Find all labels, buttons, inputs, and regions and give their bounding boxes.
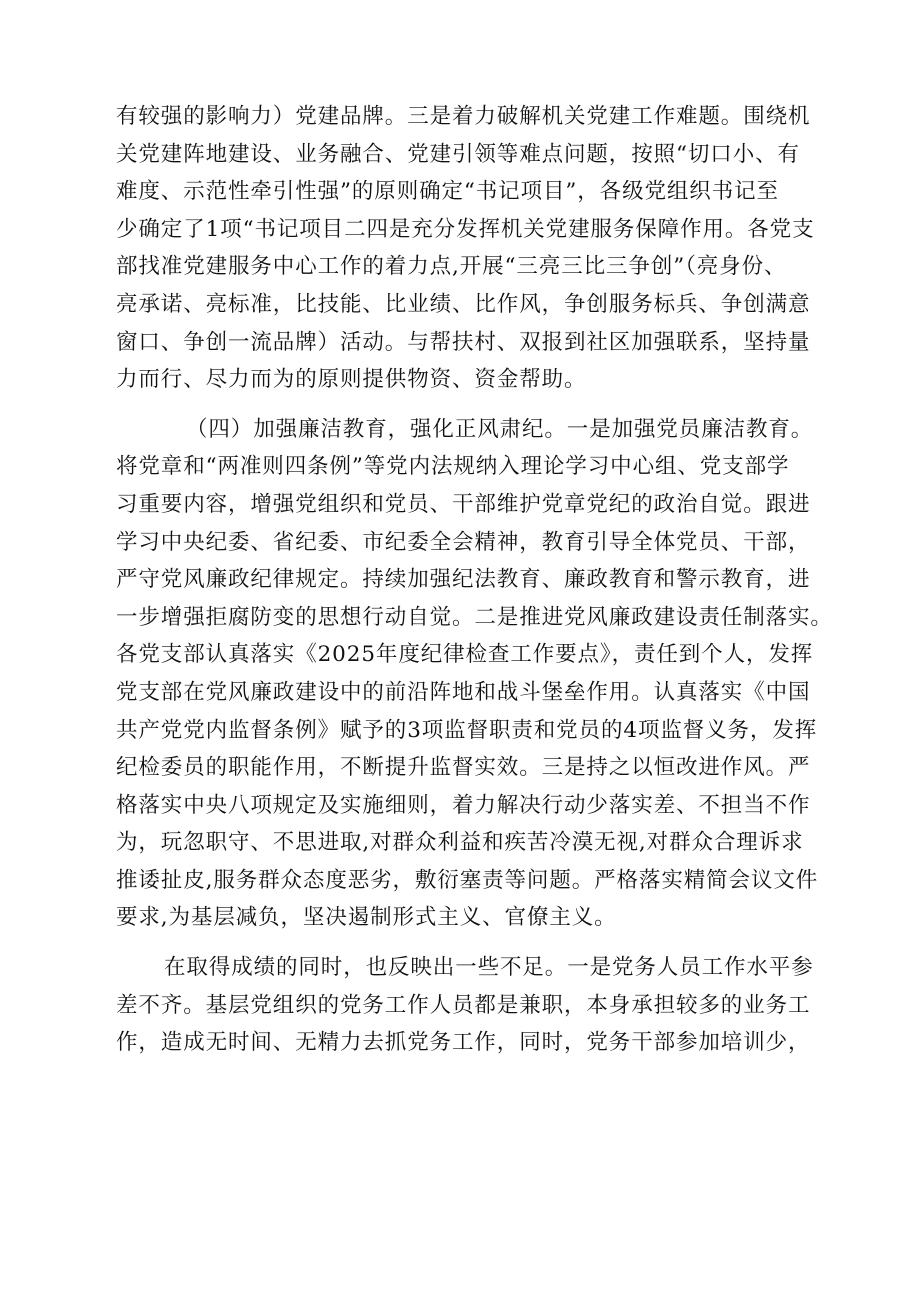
text-line: 窗口、争创一流品牌）活动。与帮扶村、双报到社区加强联系，坚持量 <box>116 329 811 355</box>
paragraph-gap <box>116 399 852 411</box>
text-line: 为，玩忽职守、不思进取,对群众利益和疾苦冷漠无视,对群众合理诉求 <box>116 830 804 856</box>
text-line: 各党支部认真落实《2025年度纪律检查工作要点》，责任到个人，发挥 <box>116 642 814 668</box>
text-line: 党支部在党风廉政建设中的前沿阵地和战斗堡垒作用。认真落实《中国 <box>116 679 811 705</box>
text-line: 难度、示范性牵引性强”的原则确定“书记项目”，各级党组织书记至 <box>116 179 779 205</box>
section-heading-line: （四）加强廉洁教育，强化正风肃纪。一是加强党员廉洁教育。 <box>186 416 814 442</box>
text-line: 亮承诺、亮标准，比技能、比业绩、比作风，争创服务标兵、争创满意 <box>116 291 811 317</box>
text-line: 少确定了1项“书记项目二四是充分发挥机关党建服务保障作用。各党支 <box>116 216 815 242</box>
text-line: 要求,为基层减负，坚决遏制形式主义、官僚主义。 <box>116 905 617 931</box>
paragraph-integrity-education <box>116 411 852 937</box>
text-line: 部找准党建服务中心工作的着力点,开展“三亮三比三争创”（亮身份、 <box>116 254 787 280</box>
text-line: 有较强的影响力）党建品牌。三是着力破解机关党建工作难题。围绕机 <box>116 104 811 129</box>
document-body <box>116 98 852 1062</box>
paragraph-party-brand <box>116 98 852 399</box>
paragraph-first-line: 在取得成绩的同时，也反映出一些不足。一是党务人员工作水平参 <box>164 955 814 981</box>
paragraph-shortcomings <box>116 949 852 1062</box>
text-line: 严守党风廉政纪律规定。持续加强纪法教育、廉政教育和警示教育，进 <box>116 567 811 593</box>
text-line: 格落实中央八项规定及实施细则，着力解决行动少落实差、不担当不作 <box>116 792 811 818</box>
text-line: 学习中央纪委、省纪委、市纪委全会精神，教育引导全体党员、干部， <box>116 529 811 555</box>
text-line: 力而行、尽力而为的原则提供物资、资金帮助。 <box>116 367 587 393</box>
text-line: 推诿扯皮,服务群众态度恶劣，敷衍塞责等问题。严格落实精简会议文件 <box>116 867 819 893</box>
text-line: 作，造成无时间、无精力去抓党务工作，同时，党务干部参加培训少， <box>116 1030 811 1056</box>
text-line: 共产党党内监督条例》赋予的3项监督职责和党员的4项监督义务，发挥 <box>116 717 818 743</box>
paragraph-gap <box>116 937 852 949</box>
text-line: 关党建阵地建设、业务融合、党建引领等难点问题，按照“切口小、有 <box>116 141 800 167</box>
text-line: 习重要内容，增强党组织和党员、干部维护党章党纪的政治自觉。跟进 <box>116 491 811 517</box>
text-line: 一步增强拒腐防变的思想行动自觉。二是推进党风廉政建设责任制落实。 <box>116 604 833 630</box>
text-line: 纪检委员的职能作用，不断提升监督实效。三是持之以恒改进作风。严 <box>116 755 811 781</box>
text-line: 将党章和“两准则四条例”等党内法规纳入理论学习中心组、党支部学 <box>116 454 790 480</box>
text-line: 差不齐。基层党组织的党务工作人员都是兼职，本身承担较多的业务工 <box>116 992 811 1018</box>
